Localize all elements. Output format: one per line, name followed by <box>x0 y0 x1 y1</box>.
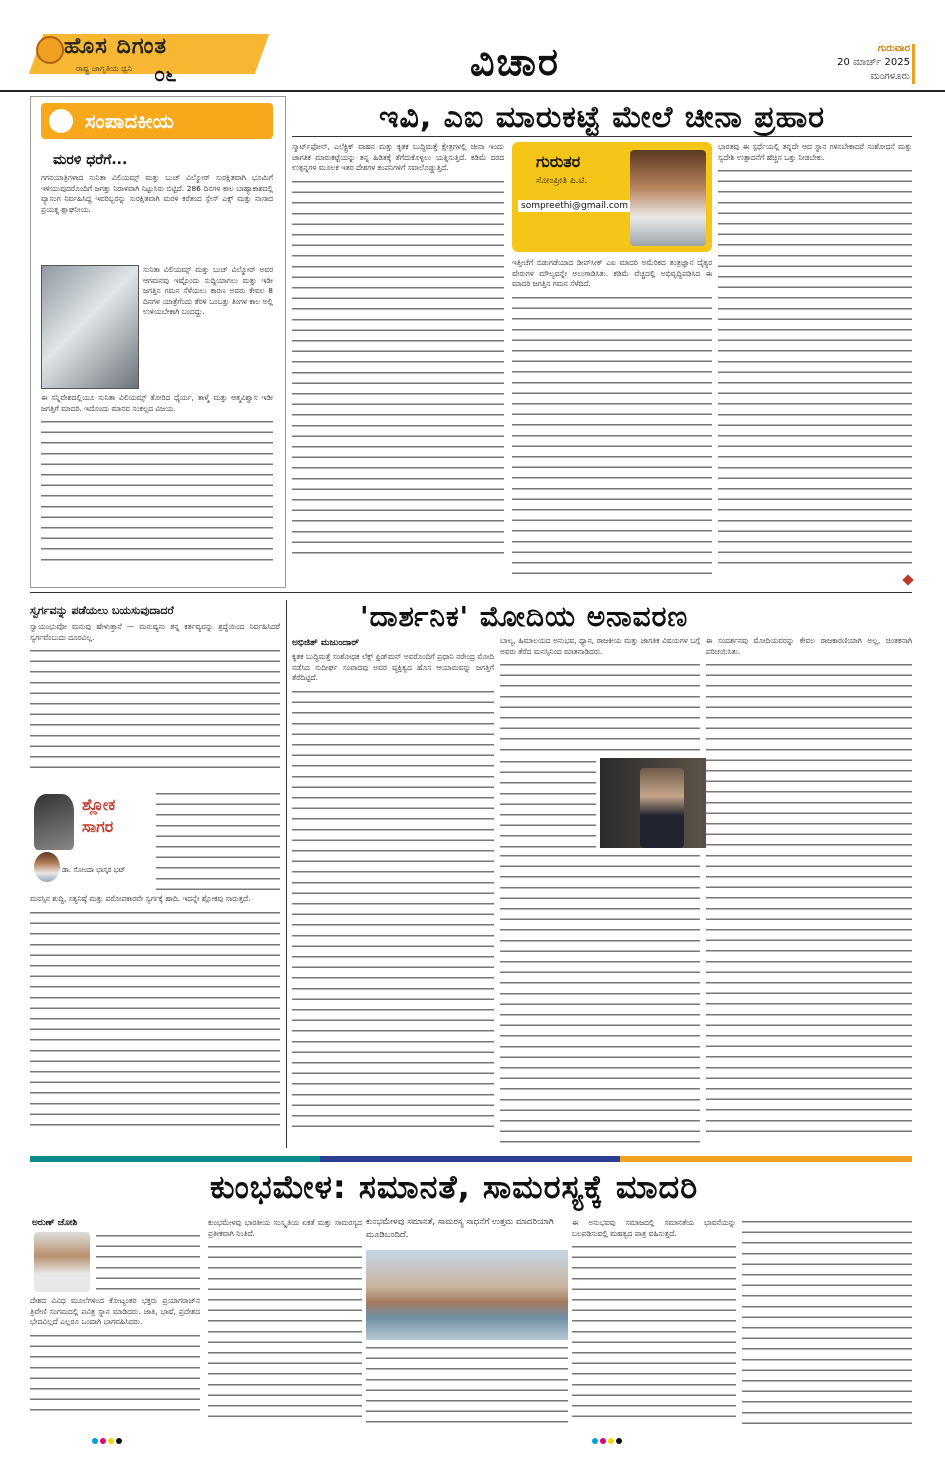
dateline-day: ಗುರುವಾರ <box>877 43 910 54</box>
article2-col2-top <box>500 636 700 756</box>
registration-mark-icon <box>100 1438 106 1444</box>
article2-text-lines <box>500 852 700 1148</box>
registration-mark-icon <box>92 1438 98 1444</box>
astronaut-photo <box>41 265 139 389</box>
registration-mark-icon <box>616 1438 622 1444</box>
feather-icon <box>34 794 74 850</box>
editorial-header <box>41 103 273 139</box>
article3-col4 <box>572 1218 736 1428</box>
article1-text-lines <box>718 167 912 567</box>
registration-mark-icon <box>592 1438 598 1444</box>
article2-col3 <box>706 636 912 1148</box>
article1-col3 <box>718 142 912 580</box>
article3-text-lines <box>572 1243 736 1423</box>
interviewer-figure <box>640 768 684 848</box>
shloka-paragraph: ಮನಸ್ಸಿನ ಶುದ್ಧಿ, ಸತ್ಯನಿಷ್ಠೆ ಮತ್ತು ಪರೋಪಕಾರವೇ ಸ್ವರ್ಗಕ್ಕೆ ಹಾದಿ. ಇದನ್ನೇ ಶ್ಲೋಕವು ಸಾರುತ್ತದೆ. <box>30 894 251 903</box>
article3-col5 <box>742 1218 912 1428</box>
dateline <box>820 42 910 84</box>
editorial-logo-icon <box>49 109 73 133</box>
article3-text-lines <box>96 1232 200 1292</box>
article3-text-lines <box>30 1332 200 1412</box>
shloka-author-photo <box>34 852 60 882</box>
registration-mark-icon <box>108 1438 114 1444</box>
article2-paragraph: ಕೃತಕ ಬುದ್ಧಿಮತ್ತೆ ಸಂಶೋಧಕ ಲೆಕ್ಸ್ ಫ್ರಿಡ್‌ಮನ್ ಅವರೊಂದಿಗೆ ಪ್ರಧಾನಿ ನರೇಂದ್ರ ಮೋದಿ ನಡೆಸಿದ ಸುದೀರ್ಘ ಸಂವಾದವು ಅವರ ವ್ಯಕ್ತಿತ್ವದ ಹೊಸ ಆಯಾಮವನ್ನು ಜಗತ್ತಿಗೆ ತೆರೆದಿಟ್ಟಿದೆ. <box>292 652 494 683</box>
article3-headline: ಕುಂಭಮೇಳ: ಸಮಾನತೆ, ಸಾಮರಸ್ಯಕ್ಕೆ ಮಾದರಿ <box>210 1168 699 1206</box>
article1-text-lines <box>512 294 712 574</box>
article3-paragraph: ಈ ಅನುಭವವು ಸಮಾಜದಲ್ಲಿ ಸಮಾನತೆಯ ಭಾವನೆಯನ್ನು ಬಲಪಡಿಸುವಲ್ಲಿ ಮಹತ್ವದ ಪಾತ್ರ ವಹಿಸುತ್ತದೆ. <box>572 1218 736 1238</box>
column-name: ಗುರುತರ <box>536 152 581 171</box>
article1-col1 <box>292 142 504 580</box>
article3-lead <box>96 1232 200 1292</box>
editorial-label: ಸಂಪಾದಕೀಯ <box>85 109 174 133</box>
column-email: sompreethi@gmail.com <box>518 200 631 212</box>
editorial-paragraph: ಈ ಸನ್ನಿವೇಶದಲ್ಲಿಯೂ ಸುನಿತಾ ವಿಲಿಯಮ್ಸ್ ತೋರಿದ ಧೈರ್ಯ, ತಾಳ್ಮೆ ಮತ್ತು ಆತ್ಮವಿಶ್ವಾಸ ಇಡೀ ಜಗತ್ತಿಗೆ ಮಾದರಿ. ಇದೊಂದು ಮಾನವ ಸಂಕಲ್ಪದ ವಿಜಯ. <box>41 393 273 413</box>
shloka-paragraph: ಸ್ವಾಯಂಭುವೋ ಮನುವು ಹೇಳುತ್ತಾನೆ — ಮನುಷ್ಯನು ತನ್ನ ಕರ್ತವ್ಯವನ್ನು ಶ್ರದ್ಧೆಯಿಂದ ನಿರ್ವಹಿಸಿದರೆ ಸ್ವರ್ಗವೆಂಬುದು ದೂರವಿಲ್ಲ. <box>30 622 280 642</box>
brand-logo <box>36 34 246 86</box>
article3-byline: ಅರುಣ್ ಜೋಶಿ <box>32 1218 78 1228</box>
page-number: ೦೬ <box>154 62 177 86</box>
registration-mark-icon <box>608 1438 614 1444</box>
editorial-title: ಮರಳಿ ಧರೆಗೆ... <box>53 152 128 168</box>
article1-col2 <box>512 258 712 580</box>
article2-text-lines <box>500 758 596 850</box>
article3-paragraph: ಕುಂಭಮೇಳವು ಭಾರತೀಯ ಸಂಸ್ಕೃತಿಯ ಏಕತೆ ಮತ್ತು ಸಾಮರಸ್ಯದ ಪ್ರತೀಕವಾಗಿ ನಿಂತಿದೆ. <box>208 1218 362 1238</box>
article3-col2 <box>208 1218 362 1428</box>
editorial-box <box>30 96 286 588</box>
article2-col2-side <box>500 758 596 850</box>
brand-tagline: ರಾಷ್ಟ್ರ ಜಾಗೃತಿಯ ಧ್ವನಿ <box>76 64 133 73</box>
article3-text-lines <box>208 1243 362 1423</box>
column-box <box>512 142 712 252</box>
column-author: ಸೋಂಪ್ರೀತಿ ಪಿ.ಟಿ. <box>536 176 588 186</box>
article2-text-lines <box>706 661 912 1141</box>
shloka-column-name: ಶ್ಲೋಕ ಸಾಗರ <box>82 795 116 836</box>
shloka-side <box>156 790 280 890</box>
shloka-text-lines <box>30 647 280 777</box>
article2-text-lines <box>292 688 494 1128</box>
shloka-column <box>30 604 280 618</box>
article1-paragraph: ಇತ್ತೀಚೆಗೆ ಬಿಡುಗಡೆಯಾದ ಡೀಪ್‌ಸೀಕ್ ಎಐ ಮಾದರಿ ಅಮೆರಿಕದ ತಂತ್ರಜ್ಞಾನ ದೈತ್ಯರ ಷೇರುಗಳ ಮೌಲ್ಯವನ್ನೇ ಅಲುಗಾಡಿಸಿತು. ಕಡಿಮೆ ವೆಚ್ಚದಲ್ಲಿ ಅಭಿವೃದ್ಧಿಪಡಿಸಿದ ಈ ಮಾದರಿ ಜಗತ್ತಿನ ಗಮನ ಸೆಳೆದಿದೆ. <box>512 258 712 289</box>
article1-text-lines <box>292 178 504 558</box>
article2-text-lines <box>500 661 700 751</box>
editorial-paragraph: ಗಗನಯಾತ್ರಿಗಳಾದ ಸುನಿತಾ ವಿಲಿಯಮ್ಸ್ ಮತ್ತು ಬುಚ್ ವಿಲ್ಮೋರ್ ಸುರಕ್ಷಿತವಾಗಿ ಭೂಮಿಗೆ ಇಳಿಯುವುದರೊಂದಿಗೆ ಜಗತ್ತು ನಿರಾಳವಾಗಿ ನಿಟ್ಟುಸಿರು ಬಿಟ್ಟಿದೆ. 286 ದಿನಗಳ ಕಾಲ ಬಾಹ್ಯಾಕಾಶದಲ್ಲಿ ವ್ಯಾಸಂಗ ನಿರ್ವಹಿಸಿದ್ದ ಇವರಿಬ್ಬರನ್ನು ಸುರಕ್ಷಿತವಾಗಿ ಮರಳಿ ಕರೆತಂದ ಸ್ಪೇಸ್ ಎಕ್ಸ್ ಮತ್ತು ನಾಸಾದ ಪ್ರಯತ್ನ ಶ್ಲಾಘನೀಯ. <box>41 173 273 214</box>
article2-byline: ಅಭಿಜಿತ್ ಮಜುಂದಾರ್ <box>292 638 359 648</box>
color-band-orange <box>620 1156 912 1162</box>
author-photo <box>630 150 706 246</box>
registration-mark-icon <box>600 1438 606 1444</box>
article3-author-photo <box>34 1232 90 1292</box>
editorial-lead <box>41 173 273 263</box>
article2-col2 <box>500 852 700 1148</box>
date-rule <box>912 44 915 84</box>
section-title: ವಿಚಾರ <box>470 40 560 84</box>
dateline-date: 20 ಮಾರ್ಚ್ 2025 <box>837 57 910 68</box>
photo-caption: ಕುಂಭಮೇಳವು ಸಮಾನತೆ, ಸಾಮರಸ್ಯ ಸಾಧನೆಗೆ ಉತ್ತಮ ಮಾದರಿಯಾಗಿ ಮೂಡಿಬಂದಿದೆ. <box>366 1217 554 1240</box>
shloka-lower <box>30 894 280 1148</box>
headline-rule <box>292 136 912 137</box>
article3-text-lines <box>366 1344 568 1428</box>
article2-headline: 'ದಾರ್ಶನಿಕ' ಮೋದಿಯ ಅನಾವರಣ <box>360 600 689 633</box>
lamp-icon <box>36 36 64 64</box>
shloka-logo <box>30 790 150 890</box>
article3-col1 <box>30 1296 200 1426</box>
article2-col1 <box>292 652 494 1148</box>
article2-paragraph: ಈ ಸಂದರ್ಶನವು ಮೋದಿಯವರನ್ನು ಕೇವಲ ರಾಜಕಾರಣಿಯಾಗಿ ಅಲ್ಲ, ಚಿಂತಕನಾಗಿ ಪರಿಚಯಿಸಿತು. <box>706 636 912 656</box>
article3-text-lines <box>742 1218 912 1428</box>
shloka-text-lines <box>156 790 280 890</box>
editorial-paragraph: ಸುನಿತಾ ವಿಲಿಯಮ್ಸ್ ಮತ್ತು ಬುಚ್ ವಿಲ್ಮೋರ್ ಅವರ ಆಗಮನವು ಇಷ್ಟೊಂದು ಸುದ್ದಿಯಾಗಲು ಮತ್ತು ಇಡೀ ಜಗತ್ತಿನ ಗಮನ ಸೆಳೆಯಲು ಕಾರಣ ಅವರು ಕೇವಲ 8 ದಿನಗಳ ಯಾತ್ರೆಗೆಂದು ತೆರಳಿ ಒಂಬತ್ತು ತಿಂಗಳ ಕಾಲ ಅಲ್ಲಿ ಉಳಿಯಬೇಕಾಗಿ ಬಂದದ್ದು. <box>143 265 273 317</box>
color-band-blue <box>320 1156 620 1162</box>
brand-name: ಹೊಸ ದಿಗಂತ <box>64 34 168 59</box>
editorial-side <box>143 265 273 389</box>
column-rule <box>286 600 287 1148</box>
editorial-text-lines <box>41 418 273 568</box>
article3-paragraph: ದೇಶದ ವಿವಿಧ ಮೂಲೆಗಳಿಂದ ಕೋಟ್ಯಂತರ ಭಕ್ತರು ಪ್ರಯಾಗರಾಜ್‌ನ ತ್ರಿವೇಣಿ ಸಂಗಮದಲ್ಲಿ ಪವಿತ್ರ ಸ್ನಾನ ಮಾಡಿದರು. ಜಾತಿ, ಭಾಷೆ, ಪ್ರದೇಶದ ಭೇದವಿಲ್ಲದೆ ಎಲ್ಲರೂ ಒಂದಾಗಿ ಭಾಗವಹಿಸಿದರು. <box>30 1296 200 1327</box>
article1-paragraph: ಸ್ಮಾರ್ಟ್‌ಫೋನ್, ಎಲೆಕ್ಟ್ರಿಕ್ ವಾಹನ ಮತ್ತು ಕೃತಕ ಬುದ್ಧಿಮತ್ತೆ ಕ್ಷೇತ್ರಗಳಲ್ಲಿ ಚೀನಾ ಇಂದು ಜಾಗತಿಕ ಮಾರುಕಟ್ಟೆಯನ್ನು ತನ್ನ ಹಿಡಿತಕ್ಕೆ ತೆಗೆದುಕೊಳ್ಳಲು ಯತ್ನಿಸುತ್ತಿದೆ. ಕಡಿಮೆ ದರದ ಉತ್ಪನ್ನಗಳ ಮೂಲಕ ಇತರ ದೇಶಗಳ ಕಂಪನಿಗಳಿಗೆ ಸವಾಲೊಡ್ಡುತ್ತಿದೆ. <box>292 142 504 173</box>
color-band-teal <box>30 1156 320 1162</box>
kumbh-crowd-photo <box>366 1250 568 1340</box>
masthead <box>0 0 945 92</box>
shloka-text-lines <box>30 909 280 1129</box>
article3-col3 <box>366 1344 568 1428</box>
editorial-body <box>41 393 273 579</box>
article2-paragraph: ಬಾಲ್ಯ, ಹಿಮಾಲಯದ ಅನುಭವ, ಧ್ಯಾನ, ರಾಜಕೀಯ ಮತ್ತು ಜಾಗತಿಕ ವಿಷಯಗಳ ಬಗ್ಗೆ ಅವರು ತೆರೆದ ಮನಸ್ಸಿನಿಂದ ಮಾತನಾಡಿದರು. <box>500 636 700 656</box>
shloka-body <box>30 622 280 788</box>
article1-paragraph: ಭಾರತವು ಈ ಸ್ಪರ್ಧೆಯಲ್ಲಿ ತನ್ನದೇ ಆದ ಸ್ಥಾನ ಗಳಿಸಬೇಕಾದರೆ ಸಂಶೋಧನೆ ಮತ್ತು ಸ್ವದೇಶಿ ಉತ್ಪಾದನೆಗೆ ಹೆಚ್ಚಿನ ಒತ್ತು ನೀಡಬೇಕು. <box>718 142 912 162</box>
shloka-title: ಸ್ವರ್ಗವನ್ನು ಪಡೆಯಲು ಬಯಸುವುದಾದರೆ <box>30 604 174 617</box>
section-rule <box>30 592 912 593</box>
dateline-city: ಮಂಗಳೂರು <box>870 71 910 82</box>
registration-mark-icon <box>116 1438 122 1444</box>
article1-headline: ಇವಿ, ಎಐ ಮಾರುಕಟ್ಟೆ ಮೇಲೆ ಚೀನಾ ಪ್ರಹಾರ <box>378 100 826 135</box>
shloka-author: ಡಾ. ಸೋಂದಾ ಭಾಸ್ಕರ ಭಟ್ <box>62 866 126 874</box>
